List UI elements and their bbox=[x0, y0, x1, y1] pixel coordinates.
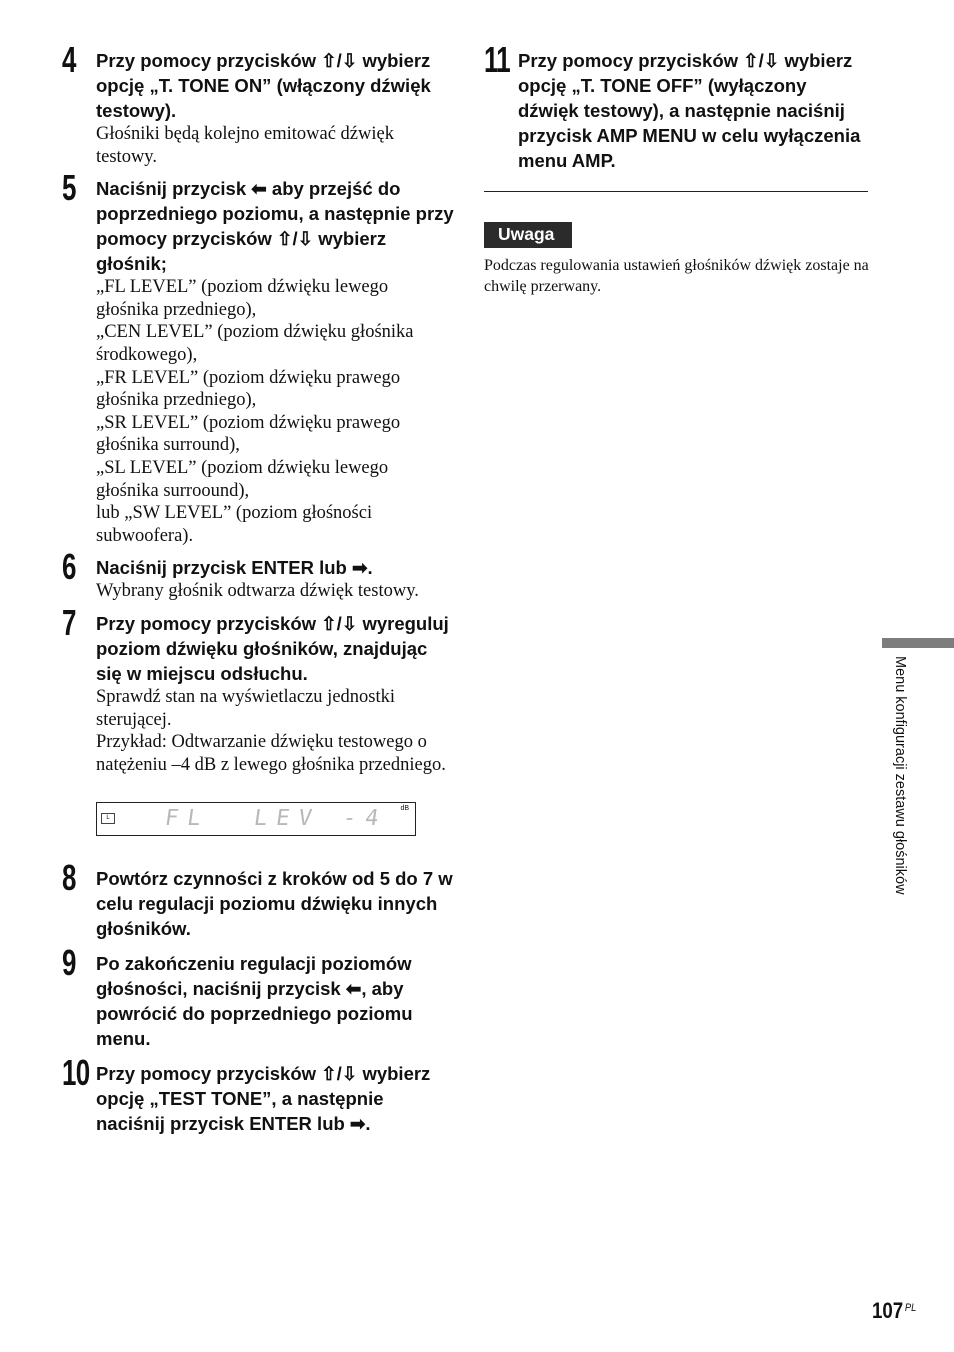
step-body bbox=[96, 123, 454, 168]
page-number-value: 107 bbox=[872, 1298, 904, 1323]
step-number: 6 bbox=[62, 546, 76, 588]
step-heading: Przy pomocy przycisków ⇧/⇩ wyreguluj poziom dźwięku głośników, znajdując się w miejscu odsłuchu. bbox=[96, 612, 449, 684]
step-number: 8 bbox=[62, 857, 76, 899]
section-side-label: Menu konfiguracji zestawu głośników bbox=[892, 656, 908, 895]
step-text: Głośniki będą kolejno emitować dźwięk testowy. bbox=[96, 124, 394, 167]
speaker-option-sr: „SR LEVEL” (poziom dźwięku prawego głośnika surround), bbox=[96, 412, 401, 456]
speaker-option-cen: „CEN LEVEL” (poziom dźwięku głośnika środkowego), bbox=[96, 322, 414, 365]
step-number: 7 bbox=[62, 601, 76, 643]
left-column bbox=[62, 39, 454, 1144]
step-text: Sprawdź stan na wyświetlaczu jednostki sterującej. bbox=[96, 686, 396, 730]
step-text: Wybrany głośnik odtwarza dźwięk testowy. bbox=[96, 581, 419, 602]
step-4 bbox=[62, 39, 454, 168]
speaker-option-fr: „FR LEVEL” (poziom dźwięku prawego głośnika przedniego), bbox=[96, 367, 401, 411]
step-heading: Przy pomocy przycisków ⇧/⇩ wybierz opcję „TEST TONE”, a następnie naciśnij przycisk ENTER lub ➡. bbox=[96, 1063, 431, 1135]
note-label: Uwaga bbox=[484, 222, 572, 248]
step-8 bbox=[62, 857, 454, 941]
step-heading: Po zakończeniu regulacji poziomów głośności, naciśnij przycisk ⬅, aby powrócić do poprzedniego poziomu menu. bbox=[96, 953, 413, 1050]
step-heading: Przy pomocy przycisków ⇧/⇩ wybierz opcję „T. TONE ON” (włączony dźwięk testowy). bbox=[96, 50, 431, 121]
step-number: 9 bbox=[62, 942, 76, 984]
step-11 bbox=[484, 39, 870, 173]
note-box bbox=[484, 222, 870, 297]
section-divider bbox=[484, 191, 868, 192]
display-readout: FL LEV -4 bbox=[163, 806, 390, 832]
step-heading: Naciśnij przycisk ENTER lub ➡. bbox=[96, 557, 373, 579]
step-number: 10 bbox=[62, 1052, 90, 1094]
step-body bbox=[96, 686, 454, 776]
step-body bbox=[96, 580, 454, 603]
step-10 bbox=[62, 1052, 454, 1136]
note-text: Podczas regulowania ustawień głośników dźwięk zostaje na chwilę przerwany. bbox=[484, 257, 869, 295]
section-tab-marker bbox=[882, 638, 954, 648]
right-column bbox=[484, 39, 870, 297]
step-body bbox=[96, 276, 454, 547]
step-number: 4 bbox=[62, 39, 76, 80]
step-heading: Naciśnij przycisk ⬅ aby przejść do poprzedniego poziomu, a następnie przy pomocy przycisków ⇧/⇩ wybierz głośnik; bbox=[96, 178, 454, 275]
step-6 bbox=[62, 546, 454, 603]
speaker-option-sl: „SL LEVEL” (poziom dźwięku lewego głośnika surroound), bbox=[96, 457, 389, 501]
step-heading: Powtórz czynności z kroków od 5 do 7 w celu regulacji poziomu dźwięku innych głośników. bbox=[96, 868, 453, 940]
step-7 bbox=[62, 601, 454, 836]
step-example: Przykład: Odtwarzanie dźwięku testowego o natężeniu –4 dB z lewego głośnika przedniego. bbox=[96, 732, 446, 775]
page-language-suffix: PL bbox=[904, 1302, 917, 1314]
step-number: 11 bbox=[484, 39, 510, 80]
speaker-option-sw: lub „SW LEVEL” (poziom głośności subwoofera). bbox=[96, 503, 373, 546]
step-number: 5 bbox=[62, 167, 76, 209]
speaker-option-fl: „FL LEVEL” (poziom dźwięku lewego głośnika przedniego), bbox=[96, 277, 389, 320]
step-9 bbox=[62, 942, 454, 1051]
display-panel-illustration bbox=[96, 802, 416, 836]
page-number bbox=[872, 1298, 916, 1324]
display-speaker-indicator: L bbox=[101, 813, 115, 824]
display-unit: dB bbox=[400, 805, 409, 813]
step-heading: Przy pomocy przycisków ⇧/⇩ wybierz opcję „T. TONE OFF” (wyłączony dźwięk testowy), a następnie naciśnij przycisk AMP MENU w celu wyłączenia menu AMP. bbox=[518, 50, 861, 171]
step-5 bbox=[62, 167, 454, 547]
